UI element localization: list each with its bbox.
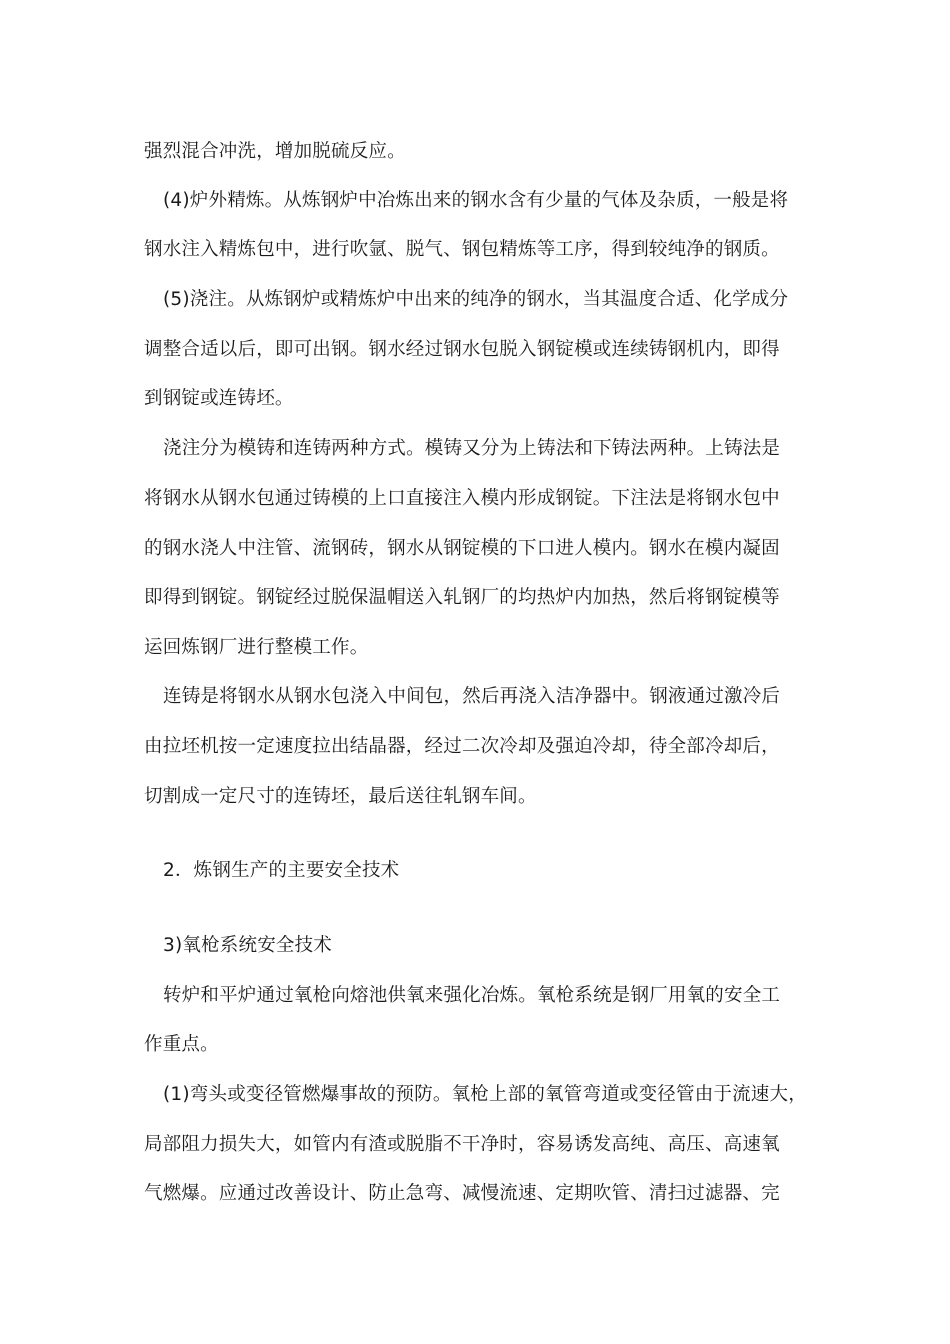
text-line: 作重点。 — [144, 1034, 219, 1055]
text-line: 强烈混合冲洗，增加脱硫反应。 — [144, 141, 406, 162]
text-line: 转炉和平炉通过氧枪向熔池供氧来强化冶炼。氧枪系统是钢厂用氧的安全工 — [163, 985, 781, 1006]
text-line: 调整合适以后，即可出钢。钢水经过钢水包脱入钢锭模或连续铸钢机内，即得 — [144, 339, 780, 360]
text-line: 局部阻力损失大，如管内有渣或脱脂不干净时，容易诱发高纯、高压、高速氧 — [144, 1134, 780, 1155]
text-line: 钢水注入精炼包中，进行吹氩、脱气、钢包精炼等工序，得到较纯净的钢质。 — [144, 239, 780, 260]
text-line: 浇注分为模铸和连铸两种方式。模铸又分为上铸法和下铸法两种。上铸法是 — [163, 438, 781, 459]
text-line: (4)炉外精炼。从炼钢炉中冶炼出来的钢水含有少量的气体及杂质，一般是将 — [163, 190, 789, 211]
text-line: 连铸是将钢水从钢水包浇入中间包，然后再浇入洁净器中。钢液通过激冷后 — [163, 686, 781, 707]
text-line: 由拉坯机按一定速度拉出结晶器，经过二次冷却及强迫冷却，待全部冷却后， — [144, 736, 780, 757]
text-line: 切割成一定尺寸的连铸坯，最后送往轧钢车间。 — [144, 786, 537, 807]
subsection-heading: 3)氧枪系统安全技术 — [163, 935, 332, 956]
text-line: 的钢水浇人中注管、流钢砖，钢水从钢锭模的下口进人模内。钢水在模内凝固 — [144, 538, 780, 559]
text-line: 气燃爆。应通过改善设计、防止急弯、减慢流速、定期吹管、清扫过滤器、完 — [144, 1183, 780, 1204]
text-line: 将钢水从钢水包通过铸模的上口直接注入模内形成钢锭。下注法是将钢水包中 — [144, 488, 780, 509]
text-line: 运回炼钢厂进行整模工作。 — [144, 637, 369, 658]
section-heading: 2．炼钢生产的主要安全技术 — [163, 860, 400, 881]
text-line: (5)浇注。从炼钢炉或精炼炉中出来的纯净的钢水，当其温度合适、化学成分 — [163, 289, 789, 310]
text-line: 到钢锭或连铸坯。 — [144, 388, 294, 409]
text-line: (1)弯头或变径管燃爆事故的预防。氧枪上部的氧管弯道或变径管由于流速大， — [163, 1084, 807, 1105]
text-line: 即得到钢锭。钢锭经过脱保温帽送入轧钢厂的均热炉内加热，然后将钢锭模等 — [144, 587, 780, 608]
